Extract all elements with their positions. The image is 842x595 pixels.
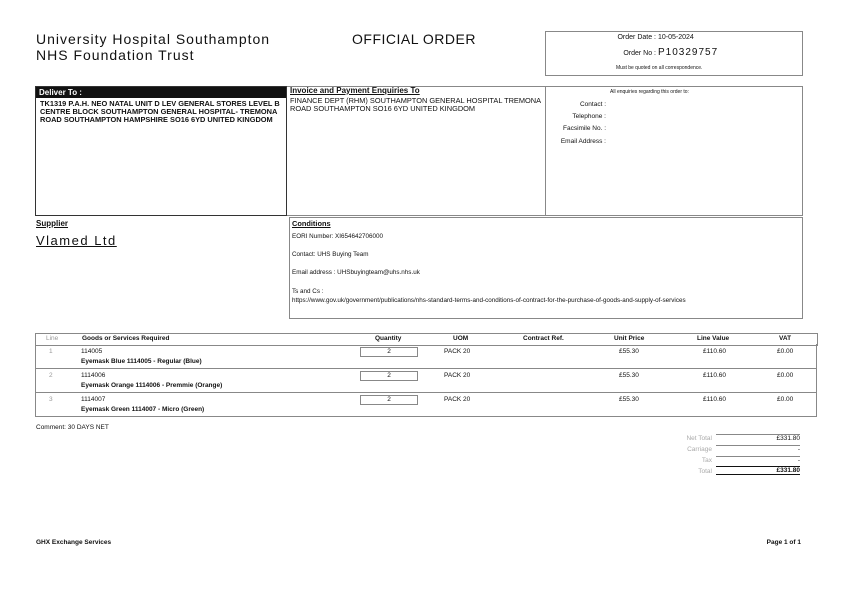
- row-description: Eyemask Orange 1114006 - Premmie (Orange): [81, 382, 223, 389]
- ts-label: Ts and Cs :: [292, 288, 324, 295]
- carriage-label: Carriage: [687, 446, 712, 453]
- supplier-name: Vlamed Ltd: [36, 233, 117, 248]
- table-row: [35, 393, 816, 417]
- tax-label: Tax: [701, 457, 712, 464]
- row-code: 1114006: [81, 372, 106, 379]
- table-right-border: [816, 344, 817, 417]
- col-contract: Contract Ref.: [523, 335, 564, 342]
- total-label: Total: [698, 468, 712, 475]
- deliver-to-header: Deliver To :: [36, 87, 286, 98]
- row-line-value: £110.60: [703, 372, 727, 379]
- carriage-value: -: [716, 445, 800, 453]
- ts-link[interactable]: https://www.gov.uk/government/publications/nhs-standard-terms-and-conditions-of-contract-for-the-purchase-of-goods-and-supply-of-services: [292, 297, 686, 304]
- telephone-label: Telephone :: [572, 113, 606, 120]
- net-total-label: Net Total: [686, 435, 712, 442]
- order-comment: Comment: 30 DAYS NET: [36, 424, 109, 431]
- row-unit-price: £55.30: [619, 372, 639, 379]
- row-uom: PACK 20: [444, 372, 471, 379]
- trust-name: [36, 31, 270, 63]
- order-no-label: Order No :: [623, 50, 656, 57]
- conditions-contact: Contact: UHS Buying Team: [292, 251, 369, 258]
- total-value: £331.80: [716, 466, 800, 475]
- tax-value: -: [716, 456, 800, 464]
- row-line: 2: [49, 372, 53, 379]
- col-quantity: Quantity: [375, 335, 402, 342]
- col-goods: Goods or Services Required: [82, 335, 170, 342]
- page-number: Page 1 of 1: [766, 539, 801, 546]
- trust-name-line1: University Hospital Southampton: [36, 31, 271, 47]
- order-no-value: P10329757: [658, 47, 719, 58]
- row-unit-price: £55.30: [619, 396, 639, 403]
- invoice-address: FINANCE DEPT (RHM) SOUTHAMPTON GENERAL HOSPITAL TREMONA ROAD SOUTHAMPTON SO16 6YD UNITED KINGDOM: [290, 96, 541, 113]
- order-note: Must be quoted on all correspondence.: [616, 65, 703, 71]
- row-quantity: 2: [360, 371, 418, 381]
- supplier-header: Supplier: [36, 219, 69, 228]
- row-vat: £0.00: [777, 396, 794, 403]
- invoice-header: Invoice and Payment Enquiries To: [290, 86, 420, 95]
- row-line: 3: [49, 396, 53, 403]
- enquiries-note: All enquiries regarding this order to:: [610, 89, 689, 95]
- row-unit-price: £55.30: [619, 348, 639, 355]
- document-title: OFFICIAL ORDER: [352, 31, 476, 47]
- facsimile-label: Facsimile No. :: [563, 125, 606, 132]
- row-line: 1: [49, 348, 53, 355]
- deliver-to-address: TK1319 P.A.H. NEO NATAL UNIT D LEV GENERAL STORES LEVEL B CENTRE BLOCK SOUTHAMPTON GENERAL HOSPITAL- TREMONA ROAD SOUTHAMPTON HAMPSHIRE SO16 6YD UNITED KINGDOM: [40, 99, 280, 124]
- order-info-box: [545, 31, 803, 76]
- table-row: [35, 345, 816, 369]
- row-code: 114005: [81, 348, 103, 355]
- deliver-to-box: [35, 86, 287, 216]
- row-line-value: £110.60: [703, 348, 727, 355]
- net-total-value: £331.80: [716, 434, 800, 442]
- row-uom: PACK 20: [444, 396, 471, 403]
- col-vat: VAT: [779, 335, 792, 342]
- row-description: Eyemask Green 1114007 - Micro (Green): [81, 406, 205, 413]
- conditions-box: [289, 217, 803, 319]
- conditions-header: Conditions: [292, 219, 331, 228]
- row-quantity: 2: [360, 395, 418, 405]
- order-date-label: Order Date :: [617, 34, 656, 41]
- table-row: [35, 369, 816, 393]
- divider: [545, 86, 546, 216]
- invoice-section: [290, 86, 542, 113]
- eori-number: EORI Number: XI654642706000: [292, 233, 384, 240]
- col-uom: UOM: [453, 335, 469, 342]
- contact-label: Contact :: [579, 101, 606, 108]
- row-code: 1114007: [81, 396, 106, 403]
- col-line: Line: [46, 335, 59, 342]
- order-date-value: 10-05-2024: [658, 34, 694, 41]
- row-line-value: £110.60: [703, 396, 727, 403]
- row-vat: £0.00: [777, 348, 794, 355]
- row-description: Eyemask Blue 1114005 - Regular (Blue): [81, 358, 202, 365]
- row-vat: £0.00: [777, 372, 794, 379]
- row-uom: PACK 20: [444, 348, 471, 355]
- col-unit-price: Unit Price: [614, 335, 645, 342]
- row-quantity: 2: [360, 347, 418, 357]
- col-line-value: Line Value: [697, 335, 730, 342]
- conditions-email: Email address : UHSbuyingteam@uhs.nhs.uk: [292, 269, 420, 276]
- footer-left: GHX Exchange Services: [36, 539, 112, 546]
- email-label: Email Address :: [560, 138, 606, 145]
- trust-name-line2: NHS Foundation Trust: [36, 47, 195, 63]
